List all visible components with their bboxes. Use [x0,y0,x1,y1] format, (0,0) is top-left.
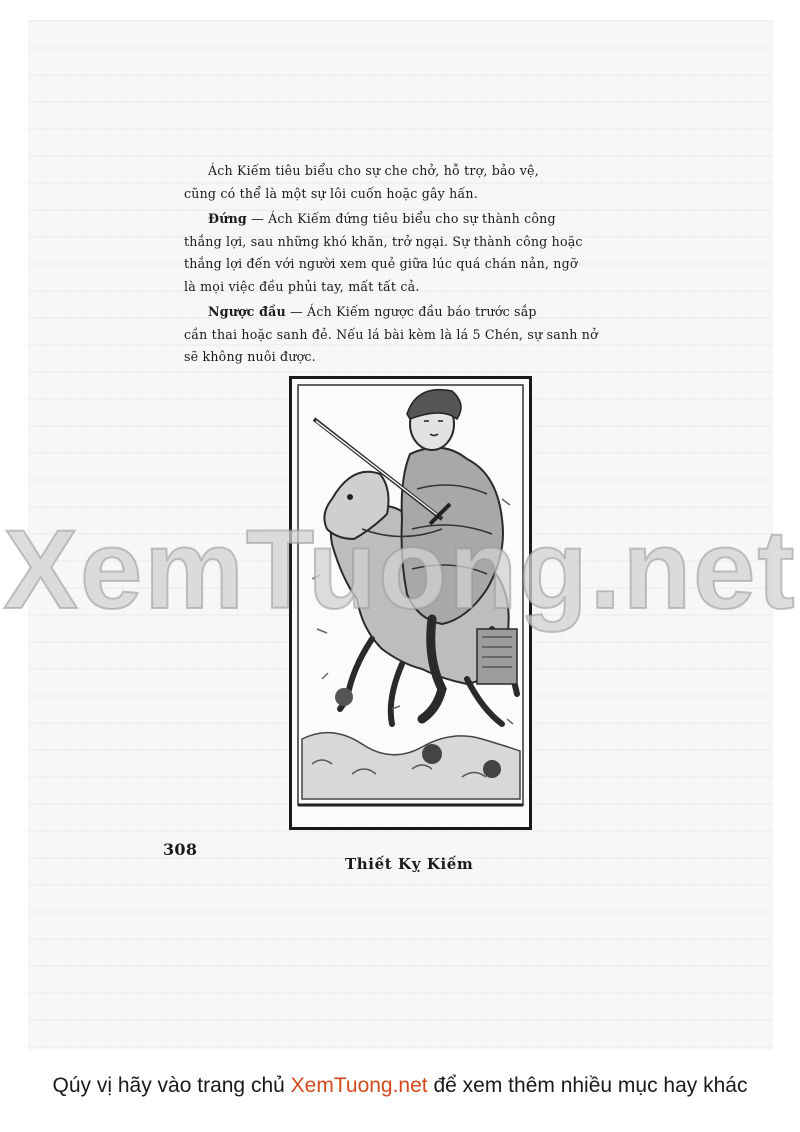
footer-suffix: để xem thêm nhiều mục hay khác [427,1074,748,1097]
text-line: cần thai hoặc sanh đẻ. Nếu lá bài kèm là lá 5 Chén, sự sanh nở [184,326,598,342]
paragraph-upright [184,208,668,298]
text-line-rest: — Ách Kiếm đứng tiêu biểu cho sự thành công [246,211,556,226]
text-line [208,301,668,324]
term-upright: Đứng [208,211,247,226]
watermark: XemTuong.net [3,507,797,632]
text-line [208,208,668,231]
text-line: cũng có thể là một sự lôi cuốn hoặc gây hấn. [184,185,478,201]
text-line: là mọi việc đều phủi tay, mất tất cả. [184,278,420,294]
text-line: thắng lợi đến với người xem quẻ giữa lúc quá chán nản, ngỡ [184,256,578,271]
illustration-caption: Thiết Kỵ Kiếm [345,855,474,873]
body-text [184,160,668,372]
text-line: Ách Kiếm tiêu biểu cho sự che chở, hỗ trợ, bảo vệ, [208,163,539,178]
text-line-rest: — Ách Kiếm ngược đầu báo trước sắp [285,304,537,319]
page-number: 308 [163,840,198,859]
paragraph-reversed [184,301,668,369]
term-reversed: Ngược đầu [208,304,286,319]
footer-prefix: Qúy vị hãy vào trang chủ [52,1074,291,1097]
footer-notice [0,1074,800,1098]
text-line: sẽ không nuôi được. [184,349,316,364]
homepage-link[interactable]: XemTuong.net [290,1074,428,1097]
paragraph-intro [184,160,668,205]
text-line: thắng lợi, sau những khó khăn, trở ngại. Sự thành công hoặc [184,233,583,249]
